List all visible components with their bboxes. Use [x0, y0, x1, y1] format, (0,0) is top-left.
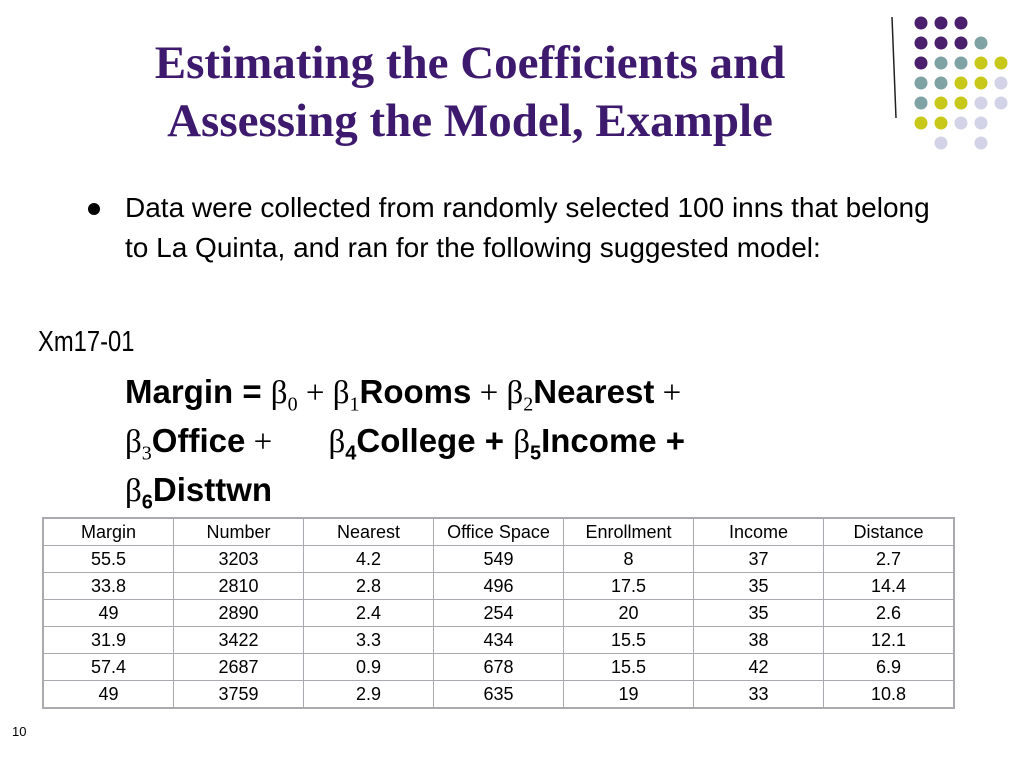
table-cell: 434: [434, 627, 564, 654]
table-cell: 2.4: [304, 600, 434, 627]
table-cell: 12.1: [824, 627, 955, 654]
table-cell: 17.5: [564, 573, 694, 600]
decorative-dot: [935, 37, 948, 50]
plus-sign: +: [297, 375, 333, 411]
decorative-dot: [975, 117, 988, 130]
plus-sign: +: [471, 375, 507, 411]
decorative-dot: [955, 97, 968, 110]
plus-sign: +: [245, 424, 281, 460]
beta-subscript: 1: [349, 393, 360, 416]
table-row: [43, 681, 954, 709]
table-cell: 3422: [174, 627, 304, 654]
column-header: Nearest: [304, 518, 434, 546]
model-variable: Office: [151, 422, 246, 459]
decorative-dot: [975, 97, 988, 110]
model-variable: College +: [356, 422, 514, 459]
decorative-dot: [915, 17, 928, 30]
decorative-dot: [955, 57, 968, 70]
table-cell: 42: [694, 654, 824, 681]
beta-symbol: β: [332, 375, 350, 411]
table-cell: 15.5: [564, 627, 694, 654]
model-variable: Rooms: [359, 373, 472, 410]
table-cell: 8: [564, 546, 694, 573]
table-cell: 55.5: [43, 546, 174, 573]
beta-subscript: 3: [141, 442, 152, 465]
decorative-dot: [915, 97, 928, 110]
table-cell: 15.5: [564, 654, 694, 681]
table-cell: 3759: [174, 681, 304, 709]
decorative-dot: [995, 97, 1008, 110]
bullet-item: [88, 188, 948, 268]
decorative-dot: [935, 97, 948, 110]
decorative-dot: [915, 77, 928, 90]
decorative-dot: [915, 37, 928, 50]
decorative-dot: [975, 137, 988, 150]
slide-title: [40, 34, 900, 150]
model-line-2: [125, 417, 845, 466]
decorative-dot: [935, 77, 948, 90]
column-header: Income: [694, 518, 824, 546]
decorative-dot: [935, 57, 948, 70]
beta-symbol: β: [506, 375, 524, 411]
slide-title-line-1: Estimating the Coefficients and: [154, 37, 786, 89]
table-cell: 2.6: [824, 600, 955, 627]
table-cell: 10.8: [824, 681, 955, 709]
plus-sign: +: [654, 375, 682, 411]
bullet-text: Data were collected from randomly selected 100 inns that belong to La Quinta, and ran for the following suggested model:: [125, 192, 930, 263]
decorative-dot: [915, 57, 928, 70]
table-cell: 49: [43, 600, 174, 627]
table-cell: 37: [694, 546, 824, 573]
column-header: Distance: [824, 518, 955, 546]
table-cell: 2.7: [824, 546, 955, 573]
file-label: Xm17-01: [38, 326, 135, 358]
model-line-1: [125, 368, 845, 417]
table-header-row: [43, 518, 954, 546]
decorative-dot: [955, 77, 968, 90]
beta-subscript: 5: [529, 442, 542, 465]
decorative-dot: [995, 57, 1008, 70]
table-cell: 35: [694, 600, 824, 627]
model-variable: Income +: [541, 422, 686, 459]
beta-subscript: 2: [523, 393, 534, 416]
inn-data-table: [42, 517, 955, 709]
slide-title-line-2: Assessing the Model, Example: [167, 95, 773, 147]
table-row: [43, 627, 954, 654]
table-cell: 4.2: [304, 546, 434, 573]
beta-subscript: 4: [345, 442, 357, 465]
decorative-dot-grid: [880, 10, 1020, 170]
decorative-dot: [975, 37, 988, 50]
decorative-dot: [955, 37, 968, 50]
decorative-dot: [975, 57, 988, 70]
beta-symbol: β: [270, 375, 288, 411]
table-row: [43, 573, 954, 600]
decorative-dot: [995, 77, 1008, 90]
table-cell: 33.8: [43, 573, 174, 600]
table-cell: 14.4: [824, 573, 955, 600]
table-cell: 19: [564, 681, 694, 709]
table-cell: 49: [43, 681, 174, 709]
table-cell: 6.9: [824, 654, 955, 681]
decorative-dot: [955, 17, 968, 30]
table-cell: 2810: [174, 573, 304, 600]
column-header: Office Space: [434, 518, 564, 546]
table-row: [43, 600, 954, 627]
table-cell: 496: [434, 573, 564, 600]
table-cell: 635: [434, 681, 564, 709]
decorative-dot: [955, 117, 968, 130]
table-cell: 2.8: [304, 573, 434, 600]
beta-symbol: β: [125, 424, 142, 460]
column-header: Number: [174, 518, 304, 546]
table-cell: 57.4: [43, 654, 174, 681]
decorative-dot: [915, 117, 928, 130]
beta-subscript: 6: [141, 491, 153, 514]
table-cell: 31.9: [43, 627, 174, 654]
table-cell: 20: [564, 600, 694, 627]
table-cell: 549: [434, 546, 564, 573]
beta-symbol: β: [125, 473, 142, 509]
table-cell: 0.9: [304, 654, 434, 681]
table-row: [43, 654, 954, 681]
table-cell: 254: [434, 600, 564, 627]
decorative-dot: [935, 117, 948, 130]
bullet-dot-icon: [88, 203, 100, 215]
table-cell: 35: [694, 573, 824, 600]
decorative-dot: [975, 77, 988, 90]
table-cell: 678: [434, 654, 564, 681]
beta-symbol: β: [328, 424, 346, 460]
decorative-dot: [935, 137, 948, 150]
table-row: [43, 546, 954, 573]
table-cell: 2.9: [304, 681, 434, 709]
beta-symbol: β: [513, 424, 530, 460]
column-header: Enrollment: [564, 518, 694, 546]
table-cell: 3.3: [304, 627, 434, 654]
table-cell: 38: [694, 627, 824, 654]
page-number: 10: [12, 724, 27, 739]
regression-model-equation: [125, 368, 845, 515]
decorative-dot: [935, 17, 948, 30]
beta-subscript: 0: [287, 393, 298, 416]
table-cell: 2890: [174, 600, 304, 627]
model-line-3: [125, 466, 845, 515]
model-term: Margin =: [125, 373, 271, 410]
model-variable: Disttwn: [152, 471, 273, 508]
table-cell: 33: [694, 681, 824, 709]
column-header: Margin: [43, 518, 174, 546]
model-variable: Nearest: [533, 373, 655, 410]
decorative-rule: [892, 17, 896, 118]
table-cell: 2687: [174, 654, 304, 681]
table-cell: 3203: [174, 546, 304, 573]
